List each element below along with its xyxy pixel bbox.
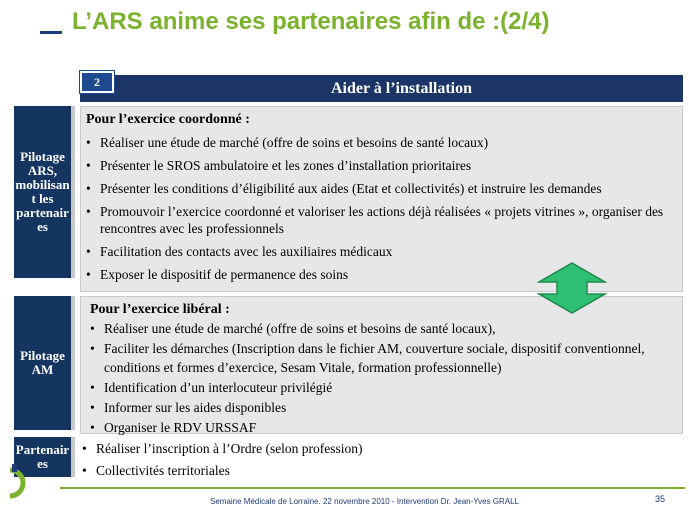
list-item: • Réaliser une étude de marché (offre de soins et besoins de santé locaux), xyxy=(90,319,674,338)
section-number-badge: 2 xyxy=(80,71,114,93)
double-arrow-icon xyxy=(537,262,607,314)
panel-title: Pour l’exercice coordonné : xyxy=(86,112,250,127)
page-number: 35 xyxy=(655,494,666,504)
list-item: • Faciliter les démarches (Inscription dans le fichier AM, couverture sociale, dispositif conventionnel, conditions et formes d’exercice, Sesam Vitale, formation professionnelle) xyxy=(90,339,674,377)
list-item: • Présenter le SROS ambulatoire et les zones d’installation prioritaires xyxy=(86,157,674,174)
page-title: L’ARS anime ses partenaires afin de :(2/4) xyxy=(72,8,550,35)
list-item: • Réaliser l’inscription à l’Ordre (selon profession) xyxy=(82,440,682,458)
footer-text: Semaine Médicale de Lorraine. 22 novembre 2010 - Intervention Dr. Jean-Yves GRALL xyxy=(210,497,520,506)
list-item: • Informer sur les aides disponibles xyxy=(90,398,674,417)
ars-logo-icon xyxy=(0,462,30,502)
panel-title: Pour l’exercice libéral : xyxy=(90,302,230,317)
list-item: • Organiser le RDV URSSAF xyxy=(90,418,674,437)
row-label-pilotage-am: Pilotage AM xyxy=(14,296,75,430)
list-item: • Exposer le dispositif de permanence des soins xyxy=(86,266,540,283)
panel-partenaires xyxy=(80,436,682,480)
panel-exercice-liberal xyxy=(80,296,683,434)
list-item: • Réaliser une étude de marché (offre de soins et besoins de santé locaux) xyxy=(86,134,674,151)
item-list xyxy=(90,319,674,437)
row-label-pilotage-ars: Pilotage ARS, mobilisan t les partenair es xyxy=(14,106,75,278)
list-item: • Facilitation des contacts avec les auxiliaires médicaux xyxy=(86,243,674,260)
title-dash xyxy=(40,31,62,34)
section-heading: Aider à l’installation xyxy=(330,80,473,97)
list-item: • Promouvoir l’exercice coordonné et valoriser les actions déjà réalisées « projets vitrines », organiser des rencontres avec les professionnels xyxy=(86,203,674,237)
item-list xyxy=(86,134,674,283)
item-list xyxy=(82,440,682,480)
section-header xyxy=(80,75,683,102)
list-item: • Présenter les conditions d’éligibilité aux aides (Etat et collectivités) et instruire les demandes xyxy=(86,180,674,197)
list-item: • Identification d’un interlocuteur privilégié xyxy=(90,378,674,397)
list-item: • Collectivités territoriales xyxy=(82,462,682,480)
footer-divider xyxy=(60,487,685,489)
row-label-partenaires: Partenair es xyxy=(14,437,75,477)
